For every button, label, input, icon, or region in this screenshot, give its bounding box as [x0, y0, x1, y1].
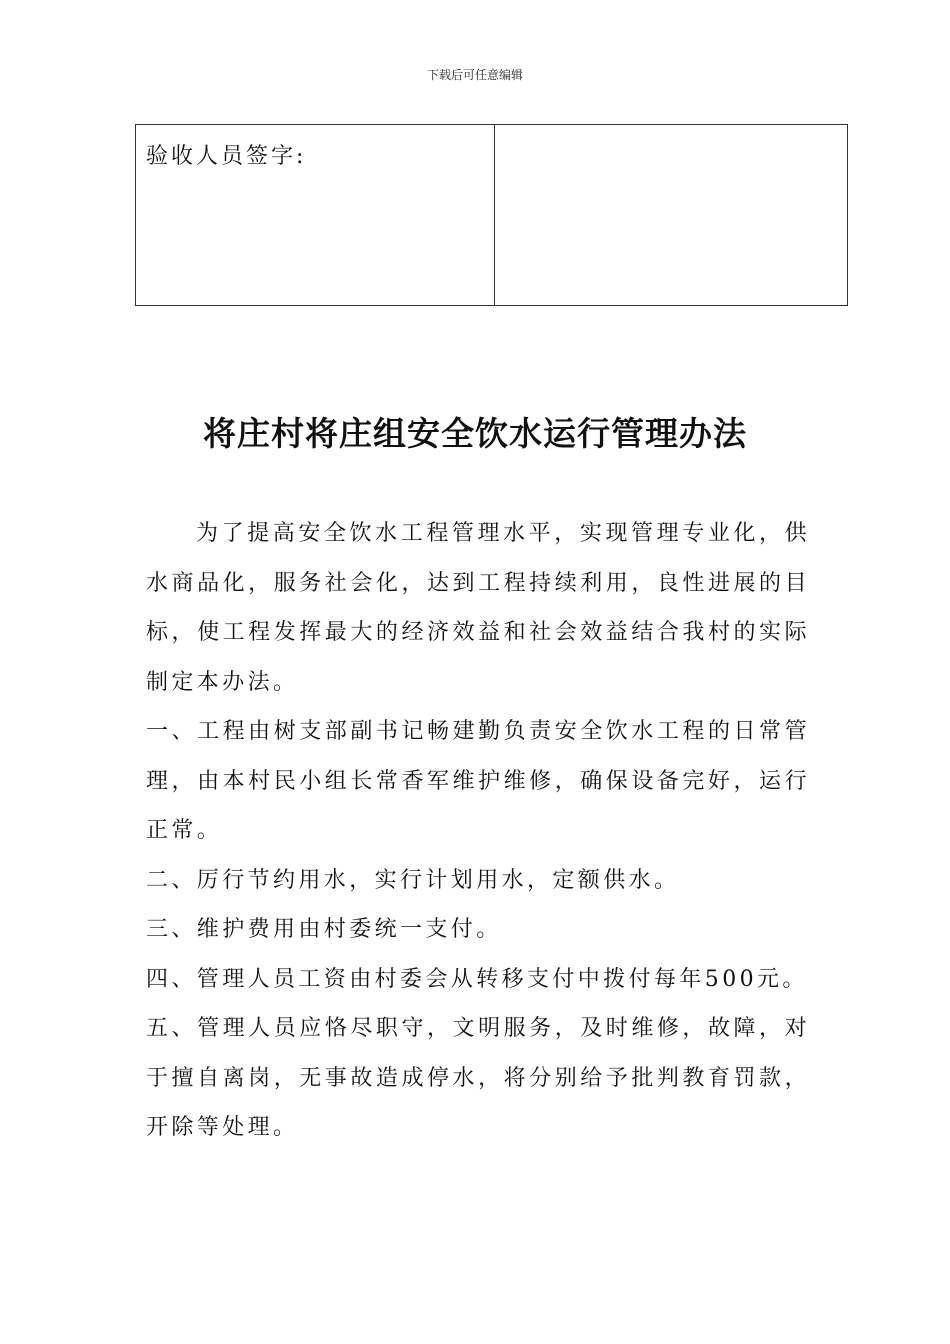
signature-blank-cell [495, 125, 848, 306]
acceptance-signature-table [135, 124, 848, 306]
rule-item-2: 二、厉行节约用水，实行计划用水，定额供水。 [146, 867, 680, 893]
signature-label-cell [136, 125, 495, 306]
document-body [146, 509, 810, 1153]
signature-label: 验收人员签字: [146, 144, 307, 169]
document-title: 将庄村将庄组安全饮水运行管理办法 [203, 414, 747, 453]
rule-item-5: 五、管理人员应恪尽职守，文明服务，及时维修，故障，对于擅自离岗，无事故造成停水，将分别给予批判教育罚款，开除等处理。 [146, 1016, 810, 1140]
rule-item-4: 四、管理人员工资由村委会从转移支付中拨付每年500元。 [146, 966, 808, 992]
intro-paragraph: 为了提高安全饮水工程管理水平，实现管理专业化，供水商品化，服务社会化，达到工程持续利用，良性进展的目标，使工程发挥最大的经济效益和社会效益结合我村的实际制定本办法。 [146, 521, 810, 695]
rule-item-3: 三、维护费用由村委统一支付。 [146, 917, 502, 942]
rule-item-1: 一、工程由树支部副书记畅建勤负责安全饮水工程的日常管理，由本村民小组长常香军维护维修，确保设备完好，运行正常。 [146, 719, 810, 843]
download-note: 下载后可任意编辑 [426, 68, 523, 82]
